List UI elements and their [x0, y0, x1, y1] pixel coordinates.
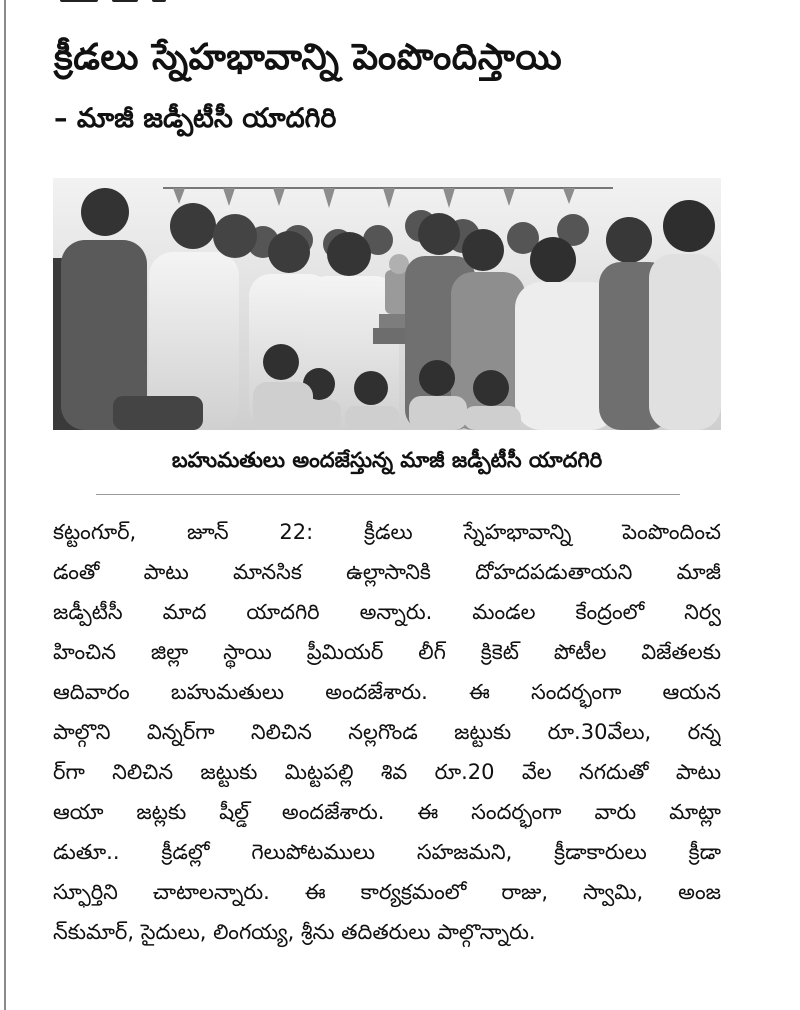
body-line: స్ఫూర్తిని చాటాలన్నారు. ఈ కార్యక్రమంలో రాజు, స్వామి, అంజ — [53, 880, 721, 904]
body-line: ర్‌గా నిలిచిన జట్టుకు మిట్టపల్లి శివ రూ.20 వేల నగదుతో పాటు — [53, 760, 721, 784]
page-left-rule — [4, 0, 6, 1010]
caption-divider — [96, 494, 680, 495]
article-subheadline: – మాజీ జడ్పీటీసీ యాదగిరి — [54, 103, 337, 134]
body-line: న్‌కుమార్, సైదులు, లింగయ్య, శ్రీను తదితరులు పాల్గొన్నారు. — [53, 920, 536, 944]
body-line: హించిన జిల్లా స్థాయి ప్రీమియర్ లీగ్ క్రికెట్ పోటీల విజేతలకు — [53, 640, 721, 664]
body-line: డుతూ.. క్రీడల్లో గెలుపోటములు సహజమని, క్రీడాకారులు క్రీడా — [53, 840, 721, 864]
news-photo — [53, 178, 721, 430]
cropped-previous-text — [60, 0, 200, 6]
article-headline: క్రీడలు స్నేహభావాన్ని పెంపొందిస్తాయి — [54, 37, 563, 78]
body-line: పాల్గొని విన్నర్‌గా నిలిచిన నల్లగొండ జట్టుకు రూ.30వేలు, రన్న — [53, 720, 721, 744]
photo-caption: బహుమతులు అందజేస్తున్న మాజీ జడ్పీటీసీ యాదగిరి — [171, 448, 603, 472]
body-line: డంతో పాటు మానసిక ఉల్లాసానికి దోహదపడుతాయని మాజీ — [53, 560, 721, 584]
body-line: జడ్పీటీసీ మాద యాదగిరి అన్నారు. మండల కేంద్రంలో నిర్వ — [53, 600, 721, 624]
body-line: ఆయా జట్లకు షీల్డ్ అందజేశారు. ఈ సందర్భంగా వారు మాట్లా — [53, 800, 721, 824]
body-line: కట్టంగూర్, జూన్ 22: క్రీడలు స్నేహభావాన్ని పెంపొందించ — [53, 520, 721, 544]
article-body — [53, 512, 721, 952]
body-line: ఆదివారం బహుమతులు అందజేశారు. ఈ సందర్భంగా ఆయన — [53, 680, 721, 704]
trophy-presentation-photo-icon — [53, 178, 721, 430]
